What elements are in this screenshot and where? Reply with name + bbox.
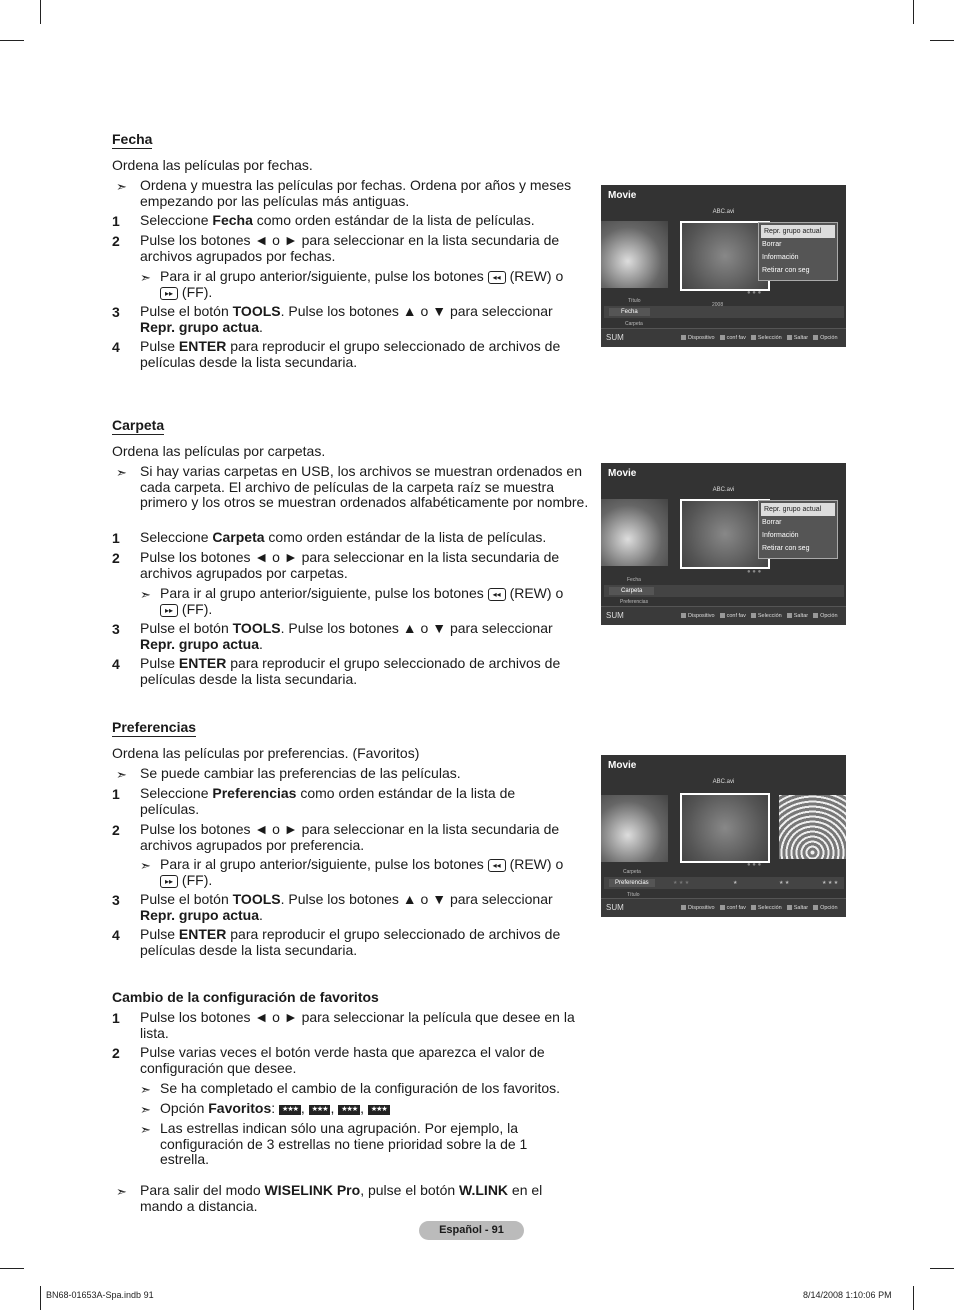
- tv-screenshot-carpeta: [601, 463, 846, 625]
- ff-icon: ▸▸: [160, 604, 178, 617]
- thumbnail: [601, 795, 668, 862]
- step-text: Seleccione Carpeta como orden estándar de la lista de películas.: [140, 529, 547, 545]
- step-text: Pulse los botones ◄ o ► para seleccionar en la lista secundaria de archivos agrupados por fechas.: [140, 232, 560, 264]
- thumbnail: [601, 499, 668, 566]
- note-text: Las estrellas indican sólo una agrupación. Por ejemplo, la configuración de 3 estrellas no tiene prioridad sobre la de 1 estrella.: [160, 1120, 528, 1167]
- step-number: 1: [112, 530, 120, 546]
- section-heading-carpeta: Carpeta: [112, 417, 165, 433]
- menu-item: Borrar: [762, 241, 782, 248]
- tv-footer: SUM Dispositivo conf fav Selección Saltar Opción: [601, 898, 846, 917]
- rating-dots: ● ● ●: [747, 290, 762, 296]
- note-arrow-icon: ➣: [116, 767, 127, 782]
- intro-text: Ordena las películas por preferencias. (Favoritos): [112, 745, 420, 761]
- note-arrow-icon: ➣: [140, 270, 151, 285]
- step-number: 2: [112, 1045, 120, 1061]
- rew-icon: ◂◂: [488, 859, 506, 872]
- menu-item: Repr. grupo actual: [761, 225, 835, 238]
- step-text: Pulse ENTER para reproducir el grupo seleccionado de archivos de películas desde la lista secundaria.: [140, 926, 561, 958]
- tv-footer: SUM Dispositivo conf fav Selección Saltar Opción: [601, 328, 846, 347]
- intro-text: Ordena las películas por carpetas.: [112, 443, 326, 459]
- section-heading-preferencias: Preferencias: [112, 719, 197, 735]
- note-text: Se ha completado el cambio de la configuración de los favoritos.: [160, 1080, 561, 1096]
- category-below: Preferencias: [620, 599, 649, 605]
- step-text: Pulse ENTER para reproducir el grupo seleccionado de archivos de películas desde la lista secundaria.: [140, 338, 561, 370]
- crop-mark: [913, 1286, 914, 1310]
- note-text: Para ir al grupo anterior/siguiente, pulse los botones ◂◂ (REW) o ▸▸ (FF).: [160, 268, 564, 300]
- step-number: 3: [112, 892, 120, 908]
- category-selected: Preferencias: [609, 879, 655, 887]
- step-text: Pulse los botones ◄ o ► para seleccionar en la lista secundaria de archivos agrupados por carpetas.: [140, 549, 560, 581]
- intro-text: Ordena las películas por fechas.: [112, 157, 313, 173]
- category-below: Carpeta: [625, 321, 643, 327]
- step-text: Seleccione Fecha como orden estándar de la lista de películas.: [140, 212, 535, 228]
- step-text: Pulse el botón TOOLS. Pulse los botones ▲ o ▼ para seleccionar Repr. grupo actua.: [140, 620, 553, 652]
- section-heading-fecha: Fecha: [112, 131, 153, 147]
- step-number: 2: [112, 550, 120, 566]
- note-text: Ordena y muestra las películas por fechas. Ordena por años y meses empezando por las películas más antiguas.: [140, 177, 572, 209]
- thumbnail-selected: [680, 499, 770, 569]
- tools-menu: [758, 222, 838, 281]
- category-above: Carpeta: [623, 869, 641, 875]
- group-label: 2008: [712, 302, 724, 308]
- tv-title: Movie: [608, 468, 637, 479]
- menu-item: Retirar con seg: [762, 545, 810, 552]
- note-arrow-icon: ➣: [140, 858, 151, 873]
- rew-icon: ◂◂: [488, 588, 506, 601]
- ff-icon: ▸▸: [160, 875, 178, 888]
- category-above: Fecha: [627, 577, 641, 583]
- step-text: Pulse el botón TOOLS. Pulse los botones ▲ o ▼ para seleccionar Repr. grupo actua.: [140, 891, 553, 923]
- ff-icon: ▸▸: [160, 287, 178, 300]
- note-text: Para ir al grupo anterior/siguiente, pulse los botones ◂◂ (REW) o ▸▸ (FF).: [160, 585, 564, 617]
- rating-dots: ● ● ●: [747, 569, 762, 575]
- group-label: ★ ★ ★: [673, 880, 690, 886]
- category-below: Título: [627, 892, 640, 898]
- tv-title: Movie: [608, 760, 637, 771]
- exit-note: Para salir del modo WISELINK Pro, pulse el botón W.LINK en el mando a distancia.: [140, 1182, 543, 1214]
- page-number-label: Español - 91: [419, 1221, 524, 1240]
- tools-menu: [758, 500, 838, 559]
- tv-title: Movie: [608, 190, 637, 201]
- footer-file: BN68-01653A-Spa.indb 91: [46, 1290, 154, 1300]
- menu-item: Borrar: [762, 519, 782, 526]
- note-arrow-icon: ➣: [140, 1122, 151, 1137]
- step-number: 1: [112, 786, 120, 802]
- rew-icon: ◂◂: [488, 271, 506, 284]
- note-arrow-icon: ➣: [140, 1102, 151, 1117]
- thumbnail: [601, 221, 668, 288]
- note-text: Opción Favoritos: ★★★ , ★★★ , ★★★ , ★★★: [160, 1101, 592, 1117]
- crop-mark: [930, 1268, 954, 1269]
- menu-item: Información: [762, 254, 799, 261]
- step-text: Pulse los botones ◄ o ► para seleccionar la película que desee en la lista.: [140, 1009, 575, 1041]
- tv-screenshot-preferencias: [601, 755, 846, 917]
- group-label: ★: [733, 880, 738, 886]
- note-arrow-icon: ➣: [140, 1082, 151, 1097]
- step-number: 3: [112, 621, 120, 637]
- tv-filename: ABC.avi: [712, 487, 735, 493]
- crop-mark: [40, 1286, 41, 1310]
- step-number: 2: [112, 822, 120, 838]
- tv-footer: SUM Dispositivo conf fav Selección Saltar Opción: [601, 606, 846, 625]
- crop-mark: [0, 1268, 24, 1269]
- crop-mark: [0, 40, 24, 41]
- category-selected: Carpeta: [609, 587, 654, 595]
- note-arrow-icon: ➣: [116, 465, 127, 480]
- group-label: ★ ★ ★: [822, 880, 839, 886]
- favorite-stars-icon: ★★★: [279, 1105, 301, 1115]
- tv-filename: ABC.avi: [712, 779, 735, 785]
- thumbnail-selected: [680, 221, 770, 291]
- note-arrow-icon: ➣: [140, 587, 151, 602]
- note-arrow-icon: ➣: [116, 1184, 127, 1199]
- crop-mark: [913, 0, 914, 24]
- category-above: Título: [628, 298, 641, 304]
- category-selected: Fecha: [609, 308, 650, 316]
- thumbnail: [779, 795, 846, 859]
- crop-mark: [40, 0, 41, 24]
- menu-item: Retirar con seg: [762, 267, 810, 274]
- subsection-heading: Cambio de la configuración de favoritos: [112, 989, 379, 1005]
- step-number: 4: [112, 656, 120, 672]
- favorite-stars-icon: ★★★: [368, 1105, 390, 1115]
- step-text: Pulse ENTER para reproducir el grupo seleccionado de archivos de películas desde la lista secundaria.: [140, 655, 561, 687]
- tv-filename: ABC.avi: [712, 209, 735, 215]
- favorite-stars-icon: ★★★: [338, 1105, 360, 1115]
- step-number: 3: [112, 304, 120, 320]
- note-text: Si hay varias carpetas en USB, los archivos se muestran ordenados en cada carpeta. El archivo de películas de la carpeta raíz se muestra primero y los otros se muestran ordenados alfabéticamente por nombre.: [140, 463, 589, 510]
- step-number: 4: [112, 339, 120, 355]
- step-text: Pulse varias veces el botón verde hasta que aparezca el valor de configuración que desee.: [140, 1044, 545, 1076]
- favorite-stars-icon: ★★★: [309, 1105, 331, 1115]
- step-number: 2: [112, 233, 120, 249]
- note-text: Para ir al grupo anterior/siguiente, pulse los botones ◂◂ (REW) o ▸▸ (FF).: [160, 856, 564, 888]
- rating-dots: ● ● ●: [747, 862, 762, 868]
- crop-mark: [930, 40, 954, 41]
- footer-date: 8/14/2008 1:10:06 PM: [803, 1290, 892, 1300]
- step-number: 1: [112, 1010, 120, 1026]
- step-number: 4: [112, 927, 120, 943]
- step-text: Pulse los botones ◄ o ► para seleccionar en la lista secundaria de archivos agrupados por preferencia.: [140, 821, 560, 853]
- note-text: Se puede cambiar las preferencias de las películas.: [140, 765, 461, 781]
- step-text: Seleccione Preferencias como orden estándar de la lista de películas.: [140, 785, 516, 817]
- menu-item: Repr. grupo actual: [761, 503, 835, 516]
- thumbnail-selected: [680, 793, 770, 863]
- tv-screenshot-fecha: [601, 185, 846, 347]
- group-label: ★ ★: [779, 880, 790, 886]
- step-text: Pulse el botón TOOLS. Pulse los botones ▲ o ▼ para seleccionar Repr. grupo actua.: [140, 303, 553, 335]
- menu-item: Información: [762, 532, 799, 539]
- note-arrow-icon: ➣: [116, 179, 127, 194]
- step-number: 1: [112, 213, 120, 229]
